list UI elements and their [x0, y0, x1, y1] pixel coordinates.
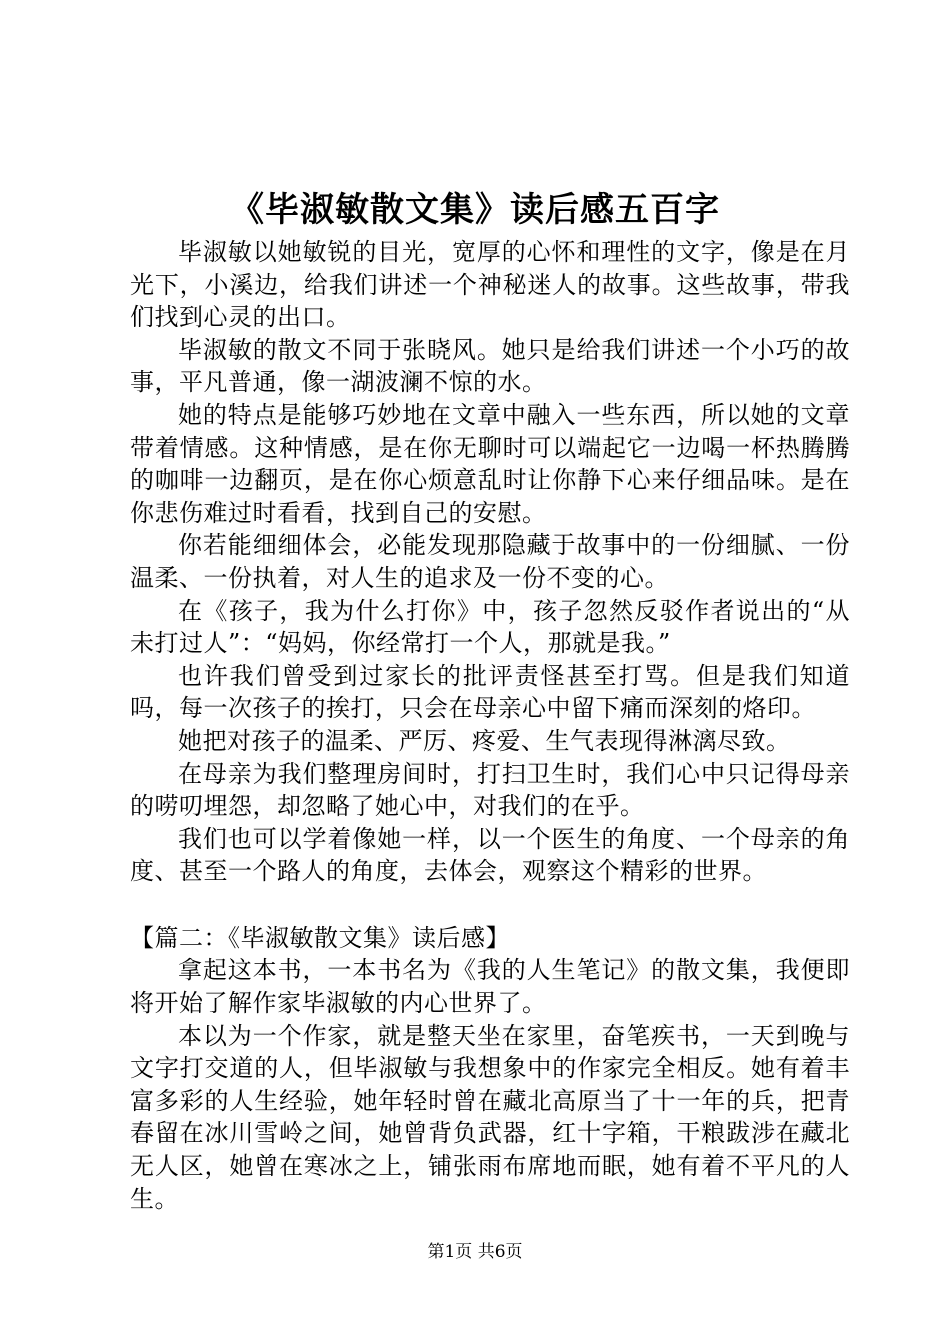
paragraph: 在《孩子，我为什么打你》中，孩子忽然反驳作者说出的“从未打过人”：“妈妈，你经常打一个人，那就是我。” — [130, 596, 850, 658]
paragraph: 在母亲为我们整理房间时，打扫卫生时，我们心中只记得母亲的唠叨埋怨，却忽略了她心中，对我们的在乎。 — [130, 759, 850, 821]
document-body — [130, 236, 850, 1215]
paragraph: 我们也可以学着像她一样，以一个医生的角度、一个母亲的角度、甚至一个路人的角度，去体会，观察这个精彩的世界。 — [130, 824, 850, 886]
paragraph: 你若能细细体会，必能发现那隐藏于故事中的一份细腻、一份温柔、一份执着，对人生的追求及一份不变的心。 — [130, 531, 850, 592]
paragraph: 本以为一个作家，就是整天坐在家里，奋笔疾书，一天到晚与文字打交道的人，但毕淑敏与我想象中的作家完全相反。她有着丰富多彩的人生经验，她年轻时曾在藏北高原当了十一年的兵，把青春留在冰川雪岭之间，她曾背负武器，红十字箱，干粮跋涉在藏北无人区，她曾在寒冰之上，铺张雨布席地而眠，她有着不平凡的人生。 — [130, 1021, 850, 1213]
document-title: 《毕淑敏散文集》读后感五百字 — [230, 190, 720, 230]
paragraph: 她把对孩子的温柔、严厉、疼爱、生气表现得淋漓尽致。 — [178, 726, 791, 755]
paragraph: 毕淑敏以她敏锐的目光，宽厚的心怀和理性的文字，像是在月光下，小溪边，给我们讲述一个神秘迷人的故事。这些故事，带我们找到心灵的出口。 — [130, 238, 850, 332]
section-spacer — [130, 888, 850, 922]
paragraph: 她的特点是能够巧妙地在文章中融入一些东西，所以她的文章带着情感。这种情感，是在你无聊时可以端起它一边喝一杯热腾腾的咖啡一边翻页，是在你心烦意乱时让你静下心来仔细品味。是在你悲伤难过时看看，找到自己的安慰。 — [130, 400, 850, 527]
page-footer: 第1页 共6页 — [427, 1242, 523, 1262]
paragraph: 毕淑敏的散文不同于张晓风。她只是给我们讲述一个小巧的故事，平凡普通，像一湖波澜不惊的水。 — [130, 335, 850, 397]
paragraph: 也许我们曾受到过家长的批评责怪甚至打骂。但是我们知道吗，每一次孩子的挨打，只会在母亲心中留下痛而深刻的烙印。 — [130, 661, 850, 723]
section-heading: 【篇二：《毕淑敏散文集》读后感】 — [130, 923, 510, 952]
paragraph: 拿起这本书，一本书名为《我的人生笔记》的散文集，我便即将开始了解作家毕淑敏的内心世界了。 — [130, 956, 850, 1018]
